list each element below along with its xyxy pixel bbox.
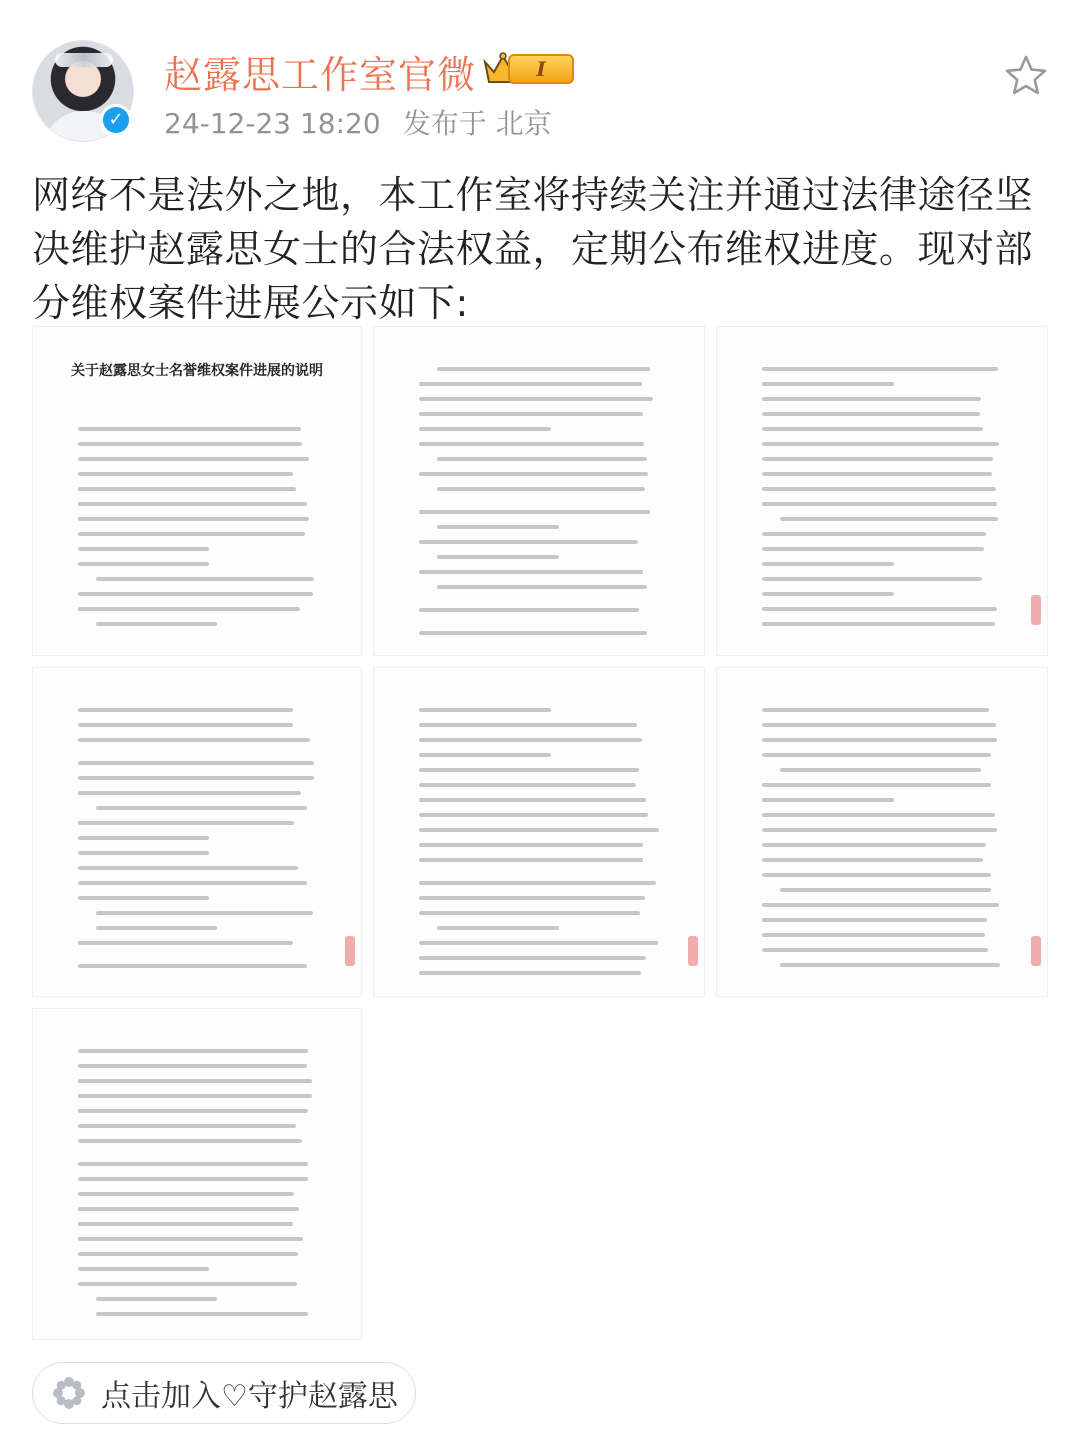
document-text-line bbox=[780, 517, 998, 521]
document-text-line bbox=[419, 570, 643, 574]
document-text-line bbox=[78, 1282, 297, 1286]
document-text-line bbox=[419, 828, 659, 832]
document-text-line bbox=[96, 1312, 308, 1316]
username[interactable]: 赵露思工作室官微 bbox=[164, 53, 477, 97]
document-text-line bbox=[780, 888, 991, 892]
document-text-line bbox=[78, 1094, 312, 1098]
document-text-line bbox=[762, 442, 999, 446]
document-text-line bbox=[762, 382, 894, 386]
document-text-line bbox=[419, 442, 644, 446]
topic-chip[interactable] bbox=[32, 1362, 416, 1424]
document-text-line bbox=[96, 622, 217, 626]
star-icon[interactable] bbox=[1002, 52, 1050, 100]
document-text-line bbox=[78, 1237, 303, 1241]
document-image[interactable] bbox=[373, 326, 705, 656]
document-text-line bbox=[437, 487, 645, 491]
avatar-tiara bbox=[55, 53, 113, 67]
document-text-line bbox=[78, 1267, 209, 1271]
document-title: 关于赵露思女士名誉维权案件进展的说明 bbox=[71, 363, 323, 379]
document-text-line bbox=[419, 881, 656, 885]
document-text-line bbox=[96, 911, 313, 915]
document-text-line bbox=[762, 738, 997, 742]
document-text-line bbox=[78, 1049, 308, 1053]
document-image[interactable] bbox=[32, 667, 362, 997]
document-text-line bbox=[762, 723, 996, 727]
document-text-line bbox=[78, 502, 307, 506]
document-text-line bbox=[762, 828, 997, 832]
document-text-line bbox=[78, 1252, 298, 1256]
document-text-line bbox=[419, 472, 648, 476]
document-text-line bbox=[78, 708, 293, 712]
document-text-line bbox=[419, 753, 551, 757]
document-text-line bbox=[780, 963, 1000, 967]
document-text-line bbox=[762, 577, 982, 581]
document-text-line bbox=[78, 836, 209, 840]
document-text-line bbox=[762, 397, 981, 401]
document-text-line bbox=[437, 926, 559, 930]
topic-chip-label: 点击加入♡守护赵露思 bbox=[101, 1379, 398, 1414]
document-text-line bbox=[419, 397, 653, 401]
seal-mark bbox=[1031, 936, 1041, 966]
document-text-line bbox=[78, 1109, 308, 1113]
document-text-line bbox=[96, 1297, 217, 1301]
document-text-line bbox=[419, 971, 641, 975]
document-text-line bbox=[78, 1064, 307, 1068]
document-text-line bbox=[762, 532, 986, 536]
document-text-line bbox=[762, 562, 894, 566]
document-text-line bbox=[419, 540, 638, 544]
document-text-line bbox=[419, 783, 636, 787]
document-text-line bbox=[78, 881, 307, 885]
document-text-line bbox=[78, 607, 300, 611]
document-text-line bbox=[78, 1139, 302, 1143]
document-text-line bbox=[762, 502, 997, 506]
document-text-line bbox=[762, 843, 986, 847]
seal-mark bbox=[345, 936, 355, 966]
document-text-line bbox=[437, 367, 650, 371]
document-text-line bbox=[78, 442, 302, 446]
document-text-line bbox=[78, 562, 209, 566]
document-text-line bbox=[419, 608, 639, 612]
document-text-line bbox=[437, 525, 559, 529]
document-text-line bbox=[419, 708, 551, 712]
document-text-line bbox=[762, 622, 995, 626]
seal-mark bbox=[1031, 595, 1041, 625]
document-text-line bbox=[419, 738, 642, 742]
document-text-line bbox=[78, 457, 309, 461]
document-text-line bbox=[78, 941, 293, 945]
document-text-line bbox=[762, 547, 984, 551]
document-text-line bbox=[762, 903, 999, 907]
seal-mark bbox=[688, 936, 698, 966]
document-text-line bbox=[78, 964, 307, 968]
document-text-line bbox=[419, 956, 646, 960]
post-header bbox=[0, 0, 1080, 160]
document-text-line bbox=[78, 592, 313, 596]
document-text-line bbox=[96, 806, 307, 810]
document-text-line bbox=[419, 412, 643, 416]
document-image[interactable] bbox=[716, 326, 1048, 656]
document-text-line bbox=[419, 798, 646, 802]
document-text-line bbox=[78, 851, 209, 855]
document-text-line bbox=[762, 367, 998, 371]
document-text-line bbox=[437, 457, 647, 461]
document-image[interactable] bbox=[373, 667, 705, 997]
post-date: 24-12-23 18:20 bbox=[164, 107, 381, 140]
document-text-line bbox=[78, 517, 309, 521]
document-text-line bbox=[78, 821, 294, 825]
document-text-line bbox=[762, 592, 894, 596]
document-text-line bbox=[78, 1124, 296, 1128]
document-text-line bbox=[762, 948, 988, 952]
document-text-line bbox=[419, 813, 648, 817]
document-text-line bbox=[437, 585, 647, 589]
document-text-line bbox=[78, 738, 310, 742]
document-text-line bbox=[762, 457, 993, 461]
document-text-line bbox=[78, 1207, 299, 1211]
post-meta bbox=[164, 102, 552, 142]
document-text-line bbox=[78, 896, 209, 900]
document-text-line bbox=[762, 858, 983, 862]
document-text-line bbox=[762, 753, 991, 757]
document-text-line bbox=[762, 783, 991, 787]
post-text: 网络不是法外之地，本工作室将持续关注并通过法律途径坚决维护赵露思女士的合法权益，定期公布维权进度。现对部分维权案件进展公示如下: bbox=[32, 173, 1034, 325]
document-text-line bbox=[762, 427, 983, 431]
flower-icon bbox=[51, 1375, 87, 1411]
document-text-line bbox=[419, 911, 640, 915]
document-text-line bbox=[419, 768, 639, 772]
document-text-line bbox=[780, 768, 981, 772]
post-location: 发布于 北京 bbox=[402, 107, 552, 140]
document-text-line bbox=[78, 723, 293, 727]
document-text-line bbox=[419, 427, 551, 431]
document-text-line bbox=[78, 1162, 308, 1166]
document-text-line bbox=[762, 813, 995, 817]
document-text-line bbox=[78, 532, 305, 536]
document-text-line bbox=[419, 723, 637, 727]
document-text-line bbox=[419, 858, 643, 862]
document-text-line bbox=[78, 1177, 308, 1181]
document-text-line bbox=[96, 926, 217, 930]
document-text-line bbox=[78, 791, 301, 795]
document-text-line bbox=[78, 472, 293, 476]
document-image[interactable] bbox=[716, 667, 1048, 997]
document-text-line bbox=[78, 1079, 312, 1083]
document-text-line bbox=[762, 933, 985, 937]
document-text-line bbox=[419, 941, 658, 945]
vip-badge[interactable] bbox=[482, 46, 576, 90]
document-text-line bbox=[78, 427, 301, 431]
document-text-line bbox=[419, 382, 642, 386]
document-text-line bbox=[419, 896, 645, 900]
document-text-line bbox=[78, 1222, 293, 1226]
document-text-line bbox=[419, 510, 650, 514]
document-text-line bbox=[437, 555, 559, 559]
document-text-line bbox=[762, 873, 991, 877]
document-text-line bbox=[762, 607, 997, 611]
document-text-line bbox=[78, 866, 298, 870]
document-text-line bbox=[762, 798, 894, 802]
document-text-line bbox=[762, 918, 987, 922]
verified-icon: ✓ bbox=[100, 104, 132, 136]
document-text-line bbox=[762, 472, 992, 476]
document-text-line bbox=[78, 487, 296, 491]
document-text-line bbox=[419, 631, 647, 635]
document-text-line bbox=[419, 843, 643, 847]
vip-level: I bbox=[508, 54, 574, 84]
document-image[interactable] bbox=[32, 326, 362, 656]
document-text-line bbox=[96, 577, 314, 581]
document-text-line bbox=[762, 487, 996, 491]
document-text-line bbox=[78, 547, 209, 551]
document-image[interactable] bbox=[32, 1008, 362, 1340]
document-text-line bbox=[762, 412, 980, 416]
document-text-line bbox=[762, 708, 989, 712]
document-text-line bbox=[78, 761, 314, 765]
document-text-line bbox=[78, 776, 314, 780]
document-text-line bbox=[78, 1192, 294, 1196]
